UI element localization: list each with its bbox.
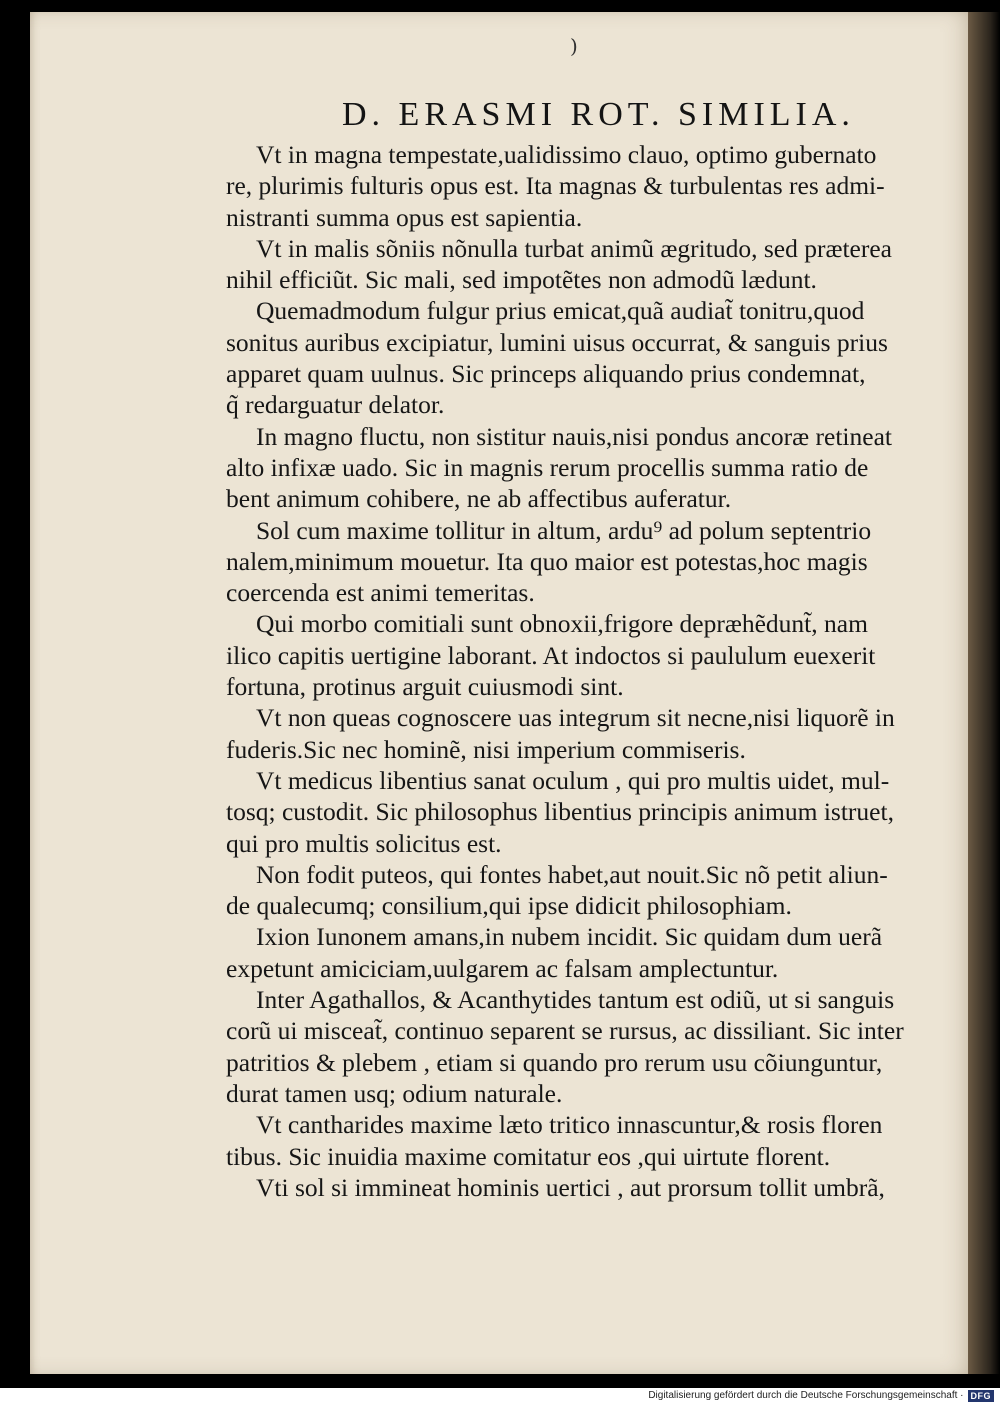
text-line: qui pro multis solicitus est. bbox=[226, 828, 502, 858]
text-line: fortuna, protinus arguit cuiusmodi sint. bbox=[226, 672, 624, 702]
text-line: re, plurimis fulturis opus est. Ita magnas & turbulentas res admi- bbox=[226, 171, 885, 201]
text-line: Non fodit puteos, qui fontes habet,aut nouit.Sic nõ petit aliun- bbox=[256, 859, 888, 889]
text-line: nalem,minimum mouetur. Ita quo maior est potestas,hoc magis bbox=[226, 546, 868, 576]
text-line: Inter Agathallos, & Acanthytides tantum est odiũ, ut si sanguis bbox=[256, 985, 895, 1015]
text-line: In magno fluctu, non sistitur nauis,nisi pondus ancoræ retineat bbox=[256, 421, 892, 451]
text-line: Vti sol si immineat hominis uertici , aut prorsum tollit umbrã, bbox=[256, 1172, 885, 1202]
text-line: Vt medicus libentius sanat oculum , qui pro multis uidet, mul- bbox=[256, 765, 890, 795]
page-top-mark: ) bbox=[570, 34, 578, 58]
text-line: Qui morbo comitiali sunt obnoxii,frigore depræhẽdunt̃, nam bbox=[256, 609, 868, 639]
text-line: sonitus auribus excipiatur, lumini uisus occurrat, & sanguis prius bbox=[226, 327, 888, 357]
text-line: Vt cantharides maxime læto tritico innascuntur,& rosis floren bbox=[256, 1110, 883, 1140]
text-line: Ixion Iunonem amans,in nubem incidit. Sic quidam dum uerã bbox=[256, 922, 883, 952]
text-line: de qualecumq; consilium,qui ipse didicit philosophiam. bbox=[226, 891, 792, 921]
text-line: nistranti summa opus est sapientia. bbox=[226, 202, 583, 232]
text-line: expetunt amiciciam,uulgarem ac falsam amplectuntur. bbox=[226, 953, 779, 983]
text-line: tosq; custodit. Sic philosophus libentius principis animum istruet, bbox=[226, 797, 894, 827]
text-line: bent animum cohibere, ne ab affectibus auferatur. bbox=[226, 484, 732, 514]
text-line: coercenda est animi temeritas. bbox=[226, 578, 535, 608]
page-edge-shadow bbox=[968, 12, 1000, 1374]
text-line: Sol cum maxime tollitur in altum, ardu⁹ ad polum septentrio bbox=[256, 515, 872, 545]
text-line: fuderis.Sic nec hominẽ, nisi imperium commiseris. bbox=[226, 734, 746, 764]
text-line: ilico capitis uertigine laborant. At indoctos si paululum euexerit bbox=[226, 640, 876, 670]
text-line: q̃ redarguatur delator. bbox=[226, 390, 445, 420]
digitization-footer bbox=[0, 1388, 1000, 1404]
text-line: patritios & plebem , etiam si quando pro rerum usu cõiunguntur, bbox=[226, 1047, 883, 1077]
footer-credit: Digitalisierung gefördert durch die Deutsche Forschungsgemeinschaft · bbox=[648, 1390, 964, 1401]
text-line: nihil efficiũt. Sic mali, sed impotẽtes non admodũ lædunt. bbox=[226, 265, 817, 295]
text-line: Vt non queas cognoscere uas integrum sit necne,nisi liquorẽ in bbox=[256, 703, 895, 733]
text-line: Vt in malis sõniis nõnulla turbat animũ ægritudo, sed præterea bbox=[256, 233, 892, 263]
text-line: corũ ui misceat̃, continuo separent se rursus, ac dissiliant. Sic inter bbox=[226, 1016, 904, 1046]
text-line: durat tamen usq; odium naturale. bbox=[226, 1078, 563, 1108]
running-header: D. ERASMI ROT. SIMILIA. bbox=[342, 96, 855, 133]
body-text bbox=[226, 139, 966, 1203]
dfg-logo: DFG bbox=[968, 1390, 995, 1402]
text-line: alto infixæ uado. Sic in magnis rerum procellis summa ratio de bbox=[226, 452, 869, 482]
text-line: tibus. Sic inuidia maxime comitatur eos ,qui uirtute florent. bbox=[226, 1141, 831, 1171]
text-line: Quemadmodum fulgur prius emicat,quã audiat̃ tonitru,quod bbox=[256, 296, 865, 326]
text-line: apparet quam uulnus. Sic princeps aliquando prius condemnat, bbox=[226, 359, 866, 389]
text-line: Vt in magna tempestate,ualidissimo clauo, optimo gubernato bbox=[256, 140, 877, 169]
book-page bbox=[30, 12, 990, 1374]
